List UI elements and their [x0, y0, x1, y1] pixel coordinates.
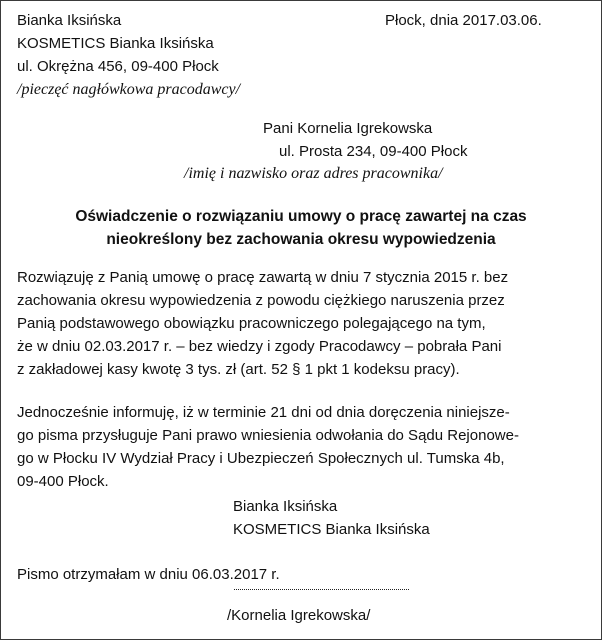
paragraph-line: go w Płocku IV Wydział Pracy i Ubezpieczeń Społecznych ul. Tumska 4b,: [17, 450, 505, 467]
recipient-name: Pani Kornelia Igrekowska: [263, 120, 433, 137]
paragraph-termination: [17, 266, 589, 381]
signature-dotted-line: [234, 589, 409, 590]
paragraph-line: 09-400 Płock.: [17, 473, 109, 490]
place-date: Płock, dnia 2017.03.06.: [385, 12, 542, 29]
recipient-caption: /imię i nazwisko oraz adres pracownika/: [184, 165, 443, 182]
paragraph-line: go pisma przysługuje Pani prawo wniesienia odwołania do Sądu Rejonowe-: [17, 427, 519, 444]
document-title-line-1: Oświadczenie o rozwiązaniu umowy o pracę zawartej na czas: [75, 208, 527, 225]
paragraph-line: Rozwiązuję z Panią umowę o pracę zawartą w dniu 7 stycznia 2015 r. bez: [17, 269, 509, 286]
signature-name: Bianka Iksińska: [233, 498, 338, 515]
paragraph-line: z zakładowej kasy kwotę 3 tys. zł (art. 52 § 1 pkt 1 kodeksu pracy).: [17, 361, 460, 378]
recipient-address: ul. Prosta 234, 09-400 Płock: [279, 143, 468, 160]
paragraph-line: zachowania okresu wypowiedzenia z powodu ciężkiego naruszenia przez: [17, 292, 505, 309]
employer-company: KOSMETICS Bianka Iksińska: [17, 35, 214, 52]
signature-company: KOSMETICS Bianka Iksińska: [233, 521, 430, 538]
paragraph-appeal-info: [17, 401, 589, 493]
employer-address: ul. Okrężna 456, 09-400 Płock: [17, 58, 219, 75]
receipt-text: Pismo otrzymałam w dniu 06.03.2017 r.: [17, 566, 280, 583]
paragraph-line: Panią podstawowego obowiązku pracowniczego polegającego na tym,: [17, 315, 486, 332]
employer-name: Bianka Iksińska: [17, 12, 122, 29]
receipt-signature-caption: /Kornelia Igrekowska/: [227, 607, 371, 624]
document-title-line-2: nieokreślony bez zachowania okresu wypowiedzenia: [106, 231, 496, 248]
paragraph-line: że w dniu 02.03.2017 r. – bez wiedzy i zgody Pracodawcy – pobrała Pani: [17, 338, 502, 355]
employer-stamp-caption: /pieczęć nagłówkowa pracodawcy/: [17, 81, 241, 98]
paragraph-line: Jednocześnie informuję, iż w terminie 21 dni od dnia doręczenia niniejsze-: [17, 404, 510, 421]
